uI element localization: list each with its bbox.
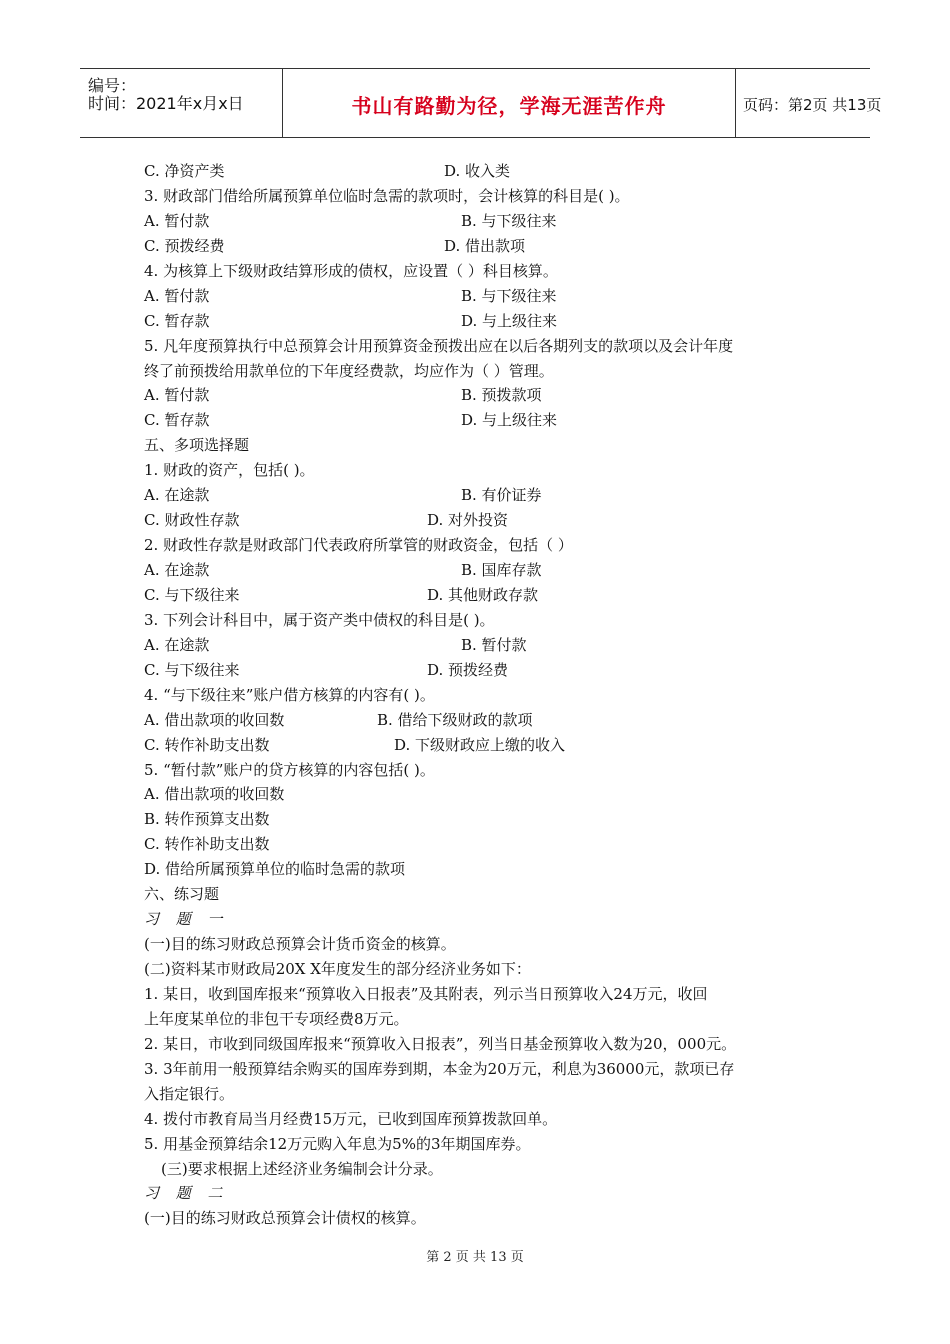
text-line (144, 608, 834, 633)
option-left: A. 在途款 (144, 635, 210, 654)
option-row (144, 408, 834, 433)
option-row (144, 708, 834, 733)
line-text: A. 借出款项的收回数 (144, 785, 285, 804)
option-right: D. 与上级往来 (461, 411, 558, 430)
line-text: 5. “暂付款”账户的贷方核算的内容包括( )。 (144, 760, 435, 779)
option-right: B. 借给下级财政的款项 (377, 710, 533, 729)
option-left: C. 净资产类 (144, 162, 225, 180)
option-right: D. 与上级往来 (461, 311, 558, 330)
line-text: C. 转作补助支出数 (144, 835, 270, 854)
option-right: D. 借出款项 (444, 236, 526, 255)
text-line (144, 458, 834, 483)
option-left: C. 财政性存款 (144, 511, 240, 530)
text-line (144, 1057, 834, 1082)
option-row (144, 383, 834, 408)
line-text: 5. 用基金预算结余12万元购入年息为5%的3年期国库券。 (144, 1134, 531, 1153)
header-info-cell (80, 69, 282, 137)
option-left: A. 暂付款 (144, 211, 210, 230)
option-right: B. 与下级往来 (461, 286, 557, 305)
option-row (144, 733, 834, 758)
exercise-heading (144, 907, 834, 932)
option-left: A. 暂付款 (144, 386, 210, 405)
option-left: C. 暂存款 (144, 411, 210, 430)
line-text: 4. 拨付市教育局当月经费15万元，已收到国库预算拨款回单。 (144, 1109, 558, 1128)
text-line (144, 857, 834, 882)
option-left: A. 在途款 (144, 486, 210, 505)
text-line (144, 832, 834, 857)
text-line (144, 1107, 834, 1132)
line-text: 4. 为核算上下级财政结算形成的债权，应设置（ ）科目核算。 (144, 261, 558, 280)
line-text: (二)资料某市财政局20X X年度发生的部分经济业务如下： (144, 960, 531, 978)
option-right: D. 下级财政应上缴的收入 (394, 735, 566, 754)
option-left: C. 暂存款 (144, 311, 210, 330)
option-right: B. 预拨款项 (461, 386, 542, 405)
line-text: 2. 财政性存款是财政部门代表政府所掌管的财政资金，包括（ ） (144, 536, 573, 555)
line-text: 2. 某日，市收到同级国库报来“预算收入日报表”，列当日基金预算收入数为20，000元。 (144, 1034, 737, 1053)
option-row (144, 583, 834, 608)
text-line (144, 1082, 834, 1107)
line-text: 5. 凡年度预算执行中总预算会计用预算资金预拨出应在以后各期列支的款项以及会计年度 (144, 336, 734, 355)
motto: 书山有路勤为径，学海无涯苦作舟 (351, 94, 667, 118)
line-text: B. 转作预算支出数 (144, 810, 270, 829)
text-line (144, 184, 834, 209)
text-line (144, 433, 834, 458)
option-row (144, 483, 834, 508)
option-row (144, 309, 834, 334)
text-line (144, 359, 834, 384)
header-motto-cell (282, 69, 736, 137)
option-left: C. 转作补助支出数 (144, 735, 270, 754)
option-left: C. 预拨经费 (144, 236, 225, 255)
text-line (144, 957, 834, 982)
text-line (144, 882, 834, 907)
line-text: D. 借给所属预算单位的临时急需的款项 (144, 860, 406, 879)
line-text: 3. 财政部门借给所属预算单位临时急需的款项时，会计核算的科目是( )。 (144, 186, 630, 205)
text-line (144, 1132, 834, 1157)
line-text: 4. “与下级往来”账户借方核算的内容有( )。 (144, 685, 435, 704)
line-text: 1. 某日，收到国库报来“预算收入日报表”及其附表，列示当日预算收入24万元，收回 (144, 984, 708, 1003)
option-row (144, 558, 834, 583)
option-right: D. 其他财政存款 (427, 585, 539, 604)
text-line (144, 1206, 834, 1231)
line-text: 六、练习题 (144, 885, 220, 904)
option-row (144, 234, 834, 259)
line-text: 五、多项选择题 (144, 436, 250, 455)
option-right: D. 对外投资 (427, 511, 509, 530)
text-line (144, 1007, 834, 1032)
number-label: 编号： (88, 76, 137, 95)
date-label: 时间：2021年x月x日 (88, 94, 244, 113)
text-line (144, 533, 834, 558)
line-text: 3. 下列会计科目中，属于资产类中债权的科目是( )。 (144, 610, 495, 629)
text-line (144, 807, 834, 832)
text-line (144, 1157, 834, 1182)
line-text: (三)要求根据上述经济业务编制会计分录。 (161, 1159, 443, 1178)
option-row (144, 159, 834, 184)
option-left: A. 暂付款 (144, 286, 210, 305)
option-left: C. 与下级往来 (144, 585, 240, 604)
line-text: 1. 财政的资产，包括( )。 (144, 461, 315, 480)
document-body (144, 159, 834, 1231)
option-right: B. 有价证券 (461, 486, 542, 505)
text-line (144, 982, 834, 1007)
text-line (144, 1032, 834, 1057)
line-text: 上年度某单位的非包干专项经费8万元。 (144, 1009, 409, 1028)
text-line (144, 683, 834, 708)
option-left: A. 在途款 (144, 561, 210, 579)
option-row (144, 508, 834, 533)
option-row (144, 209, 834, 234)
option-right: D. 预拨经费 (427, 660, 509, 679)
line-text: 3. 3年前用一般预算结余购买的国库券到期，本金为20万元，利息为36000元，款项已存 (144, 1059, 735, 1078)
page-header (80, 68, 882, 138)
text-line (144, 932, 834, 957)
option-right: B. 暂付款 (461, 635, 527, 654)
text-line (144, 758, 834, 783)
text-line (144, 334, 834, 359)
line-text: 习 题 一 (144, 910, 229, 929)
line-text: 终了前预拨给用款单位的下年度经费款，均应作为（ ）管理。 (144, 361, 554, 380)
header-page-label: 页码：第2页 共13页 (743, 96, 882, 114)
option-right: D. 收入类 (444, 162, 511, 180)
line-text: (一)目的练习财政总预算会计债权的核算。 (144, 1209, 426, 1228)
line-text: 习 题 二 (144, 1184, 229, 1203)
line-text: (一)目的练习财政总预算会计货币资金的核算。 (144, 935, 456, 954)
option-left: C. 与下级往来 (144, 660, 240, 679)
page-footer: 第 2 页 共 13 页 (426, 1250, 524, 1265)
exercise-heading (144, 1181, 834, 1206)
line-text: 入指定银行。 (144, 1084, 235, 1103)
option-row (144, 633, 834, 658)
text-line (144, 259, 834, 284)
option-left: A. 借出款项的收回数 (144, 710, 285, 729)
header-page-cell (735, 69, 882, 137)
text-line (144, 782, 834, 807)
option-right: B. 与下级往来 (461, 211, 557, 230)
option-row (144, 658, 834, 683)
option-row (144, 284, 834, 309)
option-right: B. 国库存款 (461, 561, 542, 579)
